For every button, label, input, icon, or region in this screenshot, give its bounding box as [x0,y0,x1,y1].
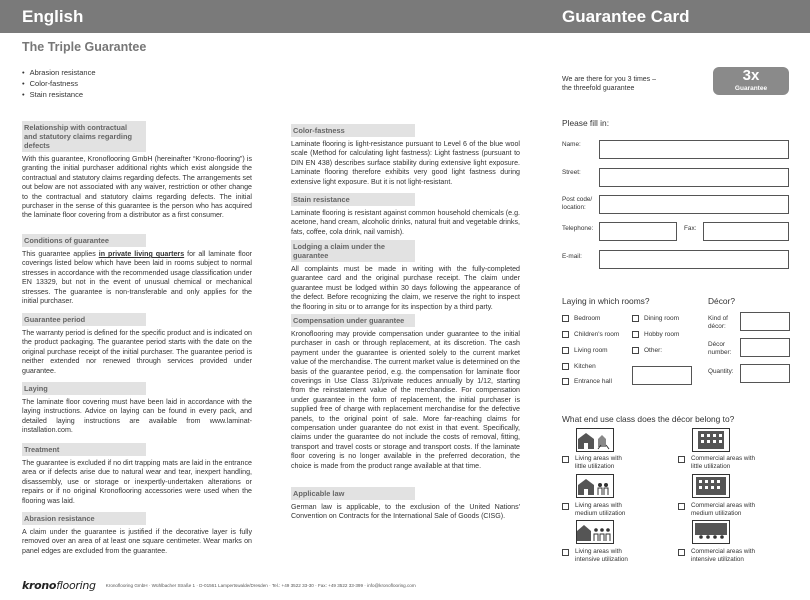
feature-item: • Abrasion resistance [22,67,96,78]
decor-kind-label: Kind of décor: [708,315,728,330]
section-text: This guarantee applies in private living quarters for all laminate floor coverings listed below which have been laid in rooms subject to normal stresses in accordance with the recommended usage classification under EN 13329, but not in the event of unusual chemical or mechanical stresses. The guarantee is non-transferable and only applies for the initial purchaser. [22,250,253,306]
section-relationship [22,121,252,221]
email-field[interactable] [599,250,789,269]
section-guarantee-period [22,309,252,376]
house-1-icon [576,428,614,452]
rooms-title: Laying in which rooms? [562,296,650,306]
building-2-icon [692,474,730,498]
quantity-field[interactable] [740,364,790,383]
telephone-label: Telephone: [562,225,594,232]
room-dining-checkbox[interactable]: Dining room [632,315,679,322]
page-subtitle: The Triple Guarantee [22,40,147,54]
section-conditions [22,230,252,306]
card-title: Guarantee Card [562,7,690,26]
brand-logo: kronoflooring [22,578,96,592]
other-room-field[interactable] [632,366,692,385]
section-heading: Guarantee period [22,313,146,326]
use-class-title: What end use class does the décor belong to? [562,414,735,424]
section-lodging-claim [291,240,520,312]
name-field[interactable] [599,140,789,159]
section-heading: Lodging a claim under the guarantee [291,240,415,262]
section-heading: Abrasion resistance [22,512,146,525]
use-living-little-checkbox[interactable]: Living areas with little utilization [562,455,622,470]
feature-item: • Stain resistance [22,89,96,100]
section-text: Laminate flooring is resistant against common household chemicals (e.g. acetone, hand cream, alcoholic drinks, natural fruit and vegetable drinks, fats, coffee, cola drink, nail varnish). [291,209,520,236]
form-title: Please fill in: [562,118,610,128]
use-living-intensive-checkbox[interactable]: Living areas with intensive utilization [562,548,628,563]
section-text: The guarantee is excluded if no dirt trapping mats are laid in the entrance area or if defects arise due to natural wear and tear, inexpert handling, disassembly, use or storage or inexpertly-undertaken alterations or repairs or if no original Kronoflooring accessories were used when the flooring was laid. [22,459,252,505]
name-label: Name: [562,141,581,148]
telephone-field[interactable] [599,222,677,241]
footer [22,578,416,592]
section-compensation [291,310,520,471]
street-field[interactable] [599,168,789,187]
tagline: We are there for you 3 times – the threefold guarantee [562,76,657,92]
room-kitchen-checkbox[interactable]: Kitchen [562,363,596,370]
company-address: Kronoflooring GmbH · Wühlbacher Straße 1 · D-01561 Lampertswalde/Dresden · Tel.: +49 3522 33-30 · Fax: +49 3522 33-399 · info@kronoflooring.com [105,582,416,588]
header-bar [0,0,810,33]
fax-field[interactable] [703,222,789,241]
room-children-checkbox[interactable]: Children's room [562,331,619,338]
section-text: The laminate floor covering must have been laid in accordance with the laying instructions. Advice on laying can be found in every pack, and detailed laying instructions are available from www.laminat-installation.com. [22,398,252,435]
decor-title: Décor? [708,296,735,306]
room-entrance-checkbox[interactable]: Entrance hall [562,378,612,385]
house-2-icon [576,474,614,498]
decor-number-label: Décor number: [708,341,732,356]
section-text: Kronoflooring may provide compensation under guarantee to the initial purchaser in cash or through replacement, at its discretion. The cash payment under the guarantee is oriented solely to the current market value of the merchandise. The current market value is determined on the basis of the guarantee period, e.g. the compensation for laminate floor coverings in Use Class 31/private reduces annually by 1/12, starting from the reinstatement value of the merchandise. For compensation under guarantee in the form of replacement, the initial purchaser is supplied free of charge with replacement merchandise for the defective panels, to the original point of sale. More far-reaching claims for compensation under guarantee do not exist in that event. Specifically, claims under the guarantee do not include the costs of removal, fitting, transport and travel costs or storage and transport costs. If the laminate floor covering is no longer available in the preferred decoration, the choice is made from the product range available at that time. [291,330,520,470]
room-living-checkbox[interactable]: Living room [562,347,608,354]
decor-kind-field[interactable] [740,312,790,331]
house-3-icon [576,520,614,544]
fax-label: Fax: [684,225,697,232]
section-heading: Laying [22,382,146,395]
section-heading: Conditions of guarantee [22,234,146,247]
building-3-icon [692,520,730,544]
use-commercial-intensive-checkbox[interactable]: Commercial areas with intensive utilization [678,548,755,563]
language-title: English [22,7,84,26]
section-applicable-law [291,483,520,522]
guarantee-badge: 3x Guarantee [713,67,789,95]
use-commercial-little-checkbox[interactable]: Commercial areas with little utilization [678,455,755,470]
room-other-checkbox[interactable]: Other: [632,347,662,354]
section-heading: Relationship with contractual and statutory claims regarding defects [22,121,146,152]
section-heading: Applicable law [291,487,415,500]
section-laying [22,378,252,436]
section-heading: Treatment [22,443,146,456]
section-text: German law is applicable, to the exclusion of the United Nations' Convention on Contracts for the International Sale of Goods (CISG). [291,503,520,521]
decor-number-field[interactable] [740,338,790,357]
section-color-fastness [291,120,520,187]
email-label: E-mail: [562,253,582,260]
section-text: The warranty period is defined for the specific product and is indicated on the product packaging. The guarantee period starts with the date on the original purchase receipt of the initial purchaser. The guarantee period is neither extended nor renewed through services provided under guarantee. [22,329,252,375]
section-text: Laminate flooring is light-resistance pursuant to Level 6 of the blue wool scale (Method for calculating light fastness): Light fastness (pursuant to DIN EN 438) describes surface stability during extensive light exposure. Laminate flooring therefore exhibits very good light fastness during extensive light exposure. But it is not light-resistant. [291,140,520,186]
section-heading: Stain resistance [291,193,415,206]
building-1-icon [692,428,730,452]
section-stain-resistance [291,189,520,237]
section-text: All complaints must be made in writing with the fully-completed guarantee card and the original purchase receipt. The claim under guarantee must be lodged within 30 days following the appearance of the defect. Before recognizing the claim, we reserve the right to inspect the flooring in situ or to arrange for its inspection by a third party. [291,265,520,311]
section-abrasion [22,508,252,556]
section-heading: Color-fastness [291,124,415,137]
room-bedroom-checkbox[interactable]: Bedroom [562,315,600,322]
section-heading: Compensation under guarantee [291,314,415,327]
use-commercial-medium-checkbox[interactable]: Commercial areas with medium utilization [678,502,755,517]
features-list [22,67,96,100]
room-hobby-checkbox[interactable]: Hobby room [632,331,679,338]
street-label: Street: [562,169,581,176]
use-living-medium-checkbox[interactable]: Living areas with medium utilization [562,502,625,517]
postcode-field[interactable] [599,195,789,214]
section-text: With this guarantee, Kronoflooring GmbH (hereinafter “Krono-flooring”) is granting the initial purchaser additional rights which exist alongside the contractual and statutory claims regarding defects. The arrangements set out below are not associated with any waiver, restriction or other change to the contractual and statutory claims regarding defects. The initial purchaser in the sense of this guarantee is the person who has acquired the laminate floor covering from a distributor as a first consumer. [22,155,252,220]
section-text: A claim under the guarantee is justified if the decorative layer is fully removed over an area of at least one square centimeter. Wear marks on panel edges are excluded from the guarantee. [22,528,252,555]
quantity-label: Quantity: [708,368,734,375]
feature-item: • Color-fastness [22,78,96,89]
postcode-label: Post code/ location: [562,196,593,211]
section-treatment [22,439,252,506]
